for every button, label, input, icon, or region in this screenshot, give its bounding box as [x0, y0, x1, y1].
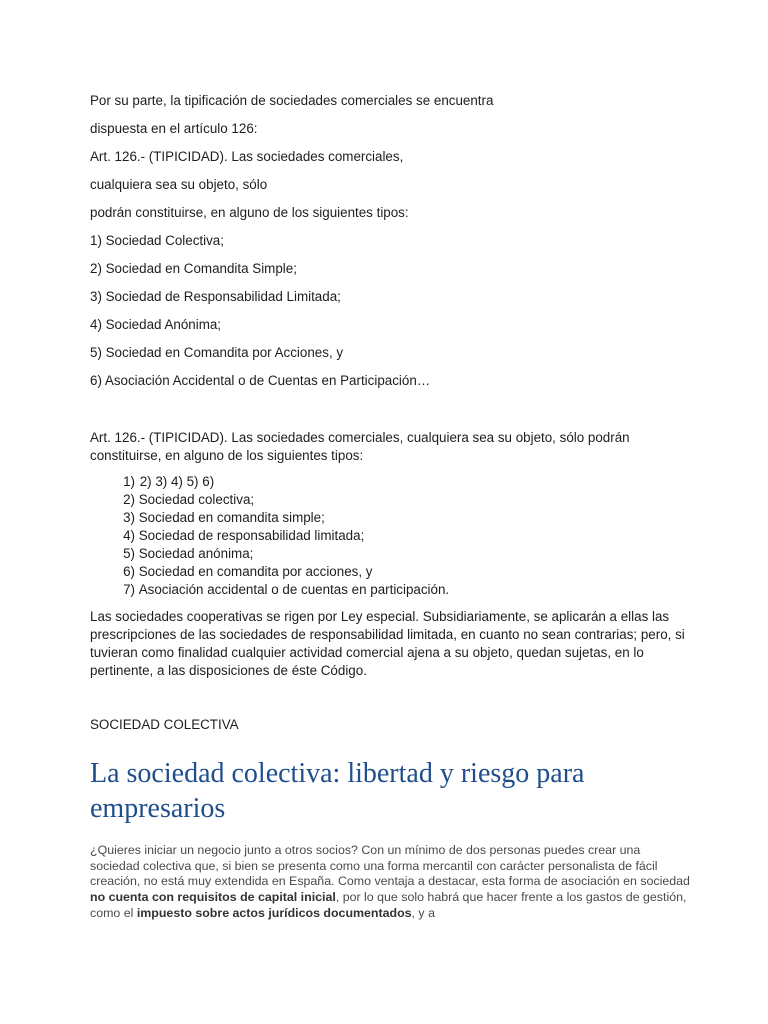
list-item: 2) Sociedad en Comandita Simple; [90, 261, 297, 276]
intro-line-1: Por su parte, la tipificación de sociedades comerciales se encuentra [90, 93, 494, 108]
list-text: Sociedad en comandita simple; [138, 510, 325, 525]
numbered-list-item [90, 527, 449, 545]
list-text: Sociedad anónima; [138, 546, 254, 561]
list-number: 5) [123, 546, 135, 561]
article-heading: La sociedad colectiva: libertad y riesgo para empresarios [90, 758, 585, 824]
intro-line-5: podrán constituirse, en alguno de los siguientes tipos: [90, 205, 409, 220]
list-number: 4) [123, 528, 135, 543]
numbered-list-item [90, 509, 449, 527]
numbered-list-item [90, 581, 449, 599]
article-body [90, 843, 690, 922]
list-number: 3) [123, 510, 135, 525]
cooperativas-paragraph: Las sociedades cooperativas se rigen por Ley especial. Subsidiariamente, se aplicarán a ellas las prescripciones de las sociedades de responsabilidad limitada, en cuanto no sean contrarias; pero, si tuvieran como finalidad cualquier actividad comercial ajena a su objeto, quedan sujetas, en lo pertinente, a las disposiciones de éste Código. [90, 609, 685, 678]
list-number: 1) [123, 474, 135, 489]
numbered-list-item [90, 491, 449, 509]
list-text: Sociedad en comandita por acciones, y [138, 564, 373, 579]
intro-line-2: dispuesta en el artículo 126: [90, 121, 258, 136]
article-body-bold: no cuenta con requisitos de capital inicial [90, 890, 336, 905]
article-body-bold: impuesto sobre actos jurídicos documentados [136, 905, 412, 920]
list-text: Sociedad de responsabilidad limitada; [138, 528, 365, 543]
list-item: 6) Asociación Accidental o de Cuentas en Participación… [90, 373, 431, 388]
article-body-text: ¿Quieres iniciar un negocio junto a otros socios? Con un mínimo de dos personas puedes crear una sociedad colectiva que, si bien se presenta como una forma mercantil con carácter personalista de fácil creación, no está muy extendida en España. Como ventaja a destacar, esta forma de asociación en sociedad [90, 843, 690, 889]
article-body-text: , y a [411, 905, 435, 920]
list-item: 4) Sociedad Anónima; [90, 317, 222, 332]
numbered-list-item [90, 473, 449, 491]
intro-line-4: cualquiera sea su objeto, sólo [90, 177, 268, 192]
intro-line-3: Art. 126.- (TIPICIDAD). Las sociedades comerciales, [90, 149, 404, 164]
section-label: SOCIEDAD COLECTIVA [90, 717, 239, 732]
numbered-list [90, 473, 449, 599]
list-item: 1) Sociedad Colectiva; [90, 233, 224, 248]
article-body-text: , por lo que solo habrá que hacer frente a los gastos de gestión, como el [90, 890, 687, 920]
list-text: 2) 3) 4) 5) 6) [139, 474, 215, 489]
numbered-list-item [90, 563, 449, 581]
list-text: Asociación accidental o de cuentas en participación. [138, 582, 450, 597]
list-item: 3) Sociedad de Responsabilidad Limitada; [90, 289, 341, 304]
numbered-list-item [90, 545, 449, 563]
list-number: 2) [123, 492, 135, 507]
list-text: Sociedad colectiva; [138, 492, 255, 507]
list-number: 7) [123, 582, 135, 597]
list-item: 5) Sociedad en Comandita por Acciones, y [90, 345, 344, 360]
article-paragraph: Art. 126.- (TIPICIDAD). Las sociedades comerciales, cualquiera sea su objeto, sólo podrán constituirse, en alguno de los siguientes tipos: [90, 430, 630, 463]
list-number: 6) [123, 564, 135, 579]
